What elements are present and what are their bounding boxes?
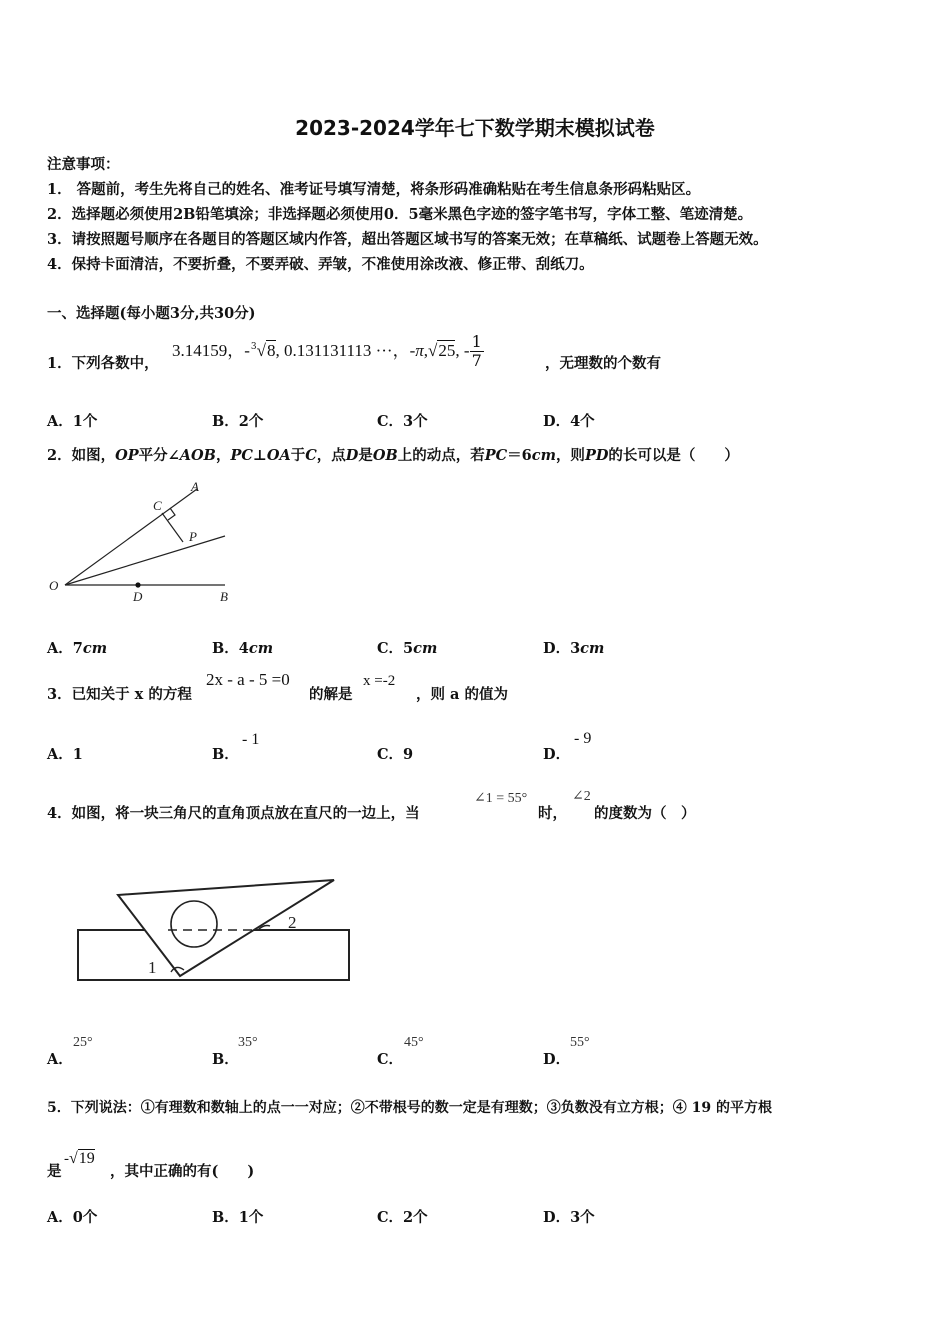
q1-lead: 1．下列各数中， (47, 355, 159, 372)
q3-tail: ，则 a 的值为 (416, 686, 508, 703)
q4-option-c-value: 45° (404, 1035, 424, 1050)
q1-tail: ，无理数的个数有 (545, 355, 661, 372)
q2-option-d[interactable]: D．3cm (543, 640, 605, 657)
notice-heading: 注意事项： (47, 156, 120, 173)
label-c: C (153, 498, 162, 513)
q4-option-c-letter[interactable]: C． (377, 1051, 404, 1068)
q4-mid: 时， (538, 805, 567, 822)
q4-option-b-value: 35° (238, 1035, 258, 1050)
q5-option-c[interactable]: C．2个 (377, 1209, 428, 1226)
q3-option-d-value: - 9 (574, 730, 592, 747)
label-angle2: 2 (288, 913, 297, 932)
q5-option-d[interactable]: D．3个 (543, 1209, 595, 1226)
q3-mid: 的解是 (309, 686, 353, 703)
q5-option-a[interactable]: A．0个 (47, 1209, 98, 1226)
q4-option-d-value: 55° (570, 1035, 590, 1050)
q1-fraction: $\frac{1}{7}$ (471, 332, 482, 370)
q4-angle1: ∠1 = 55° (474, 791, 528, 806)
q1-math: 3.14159，-$^3$√8, 0.131131113 ···，-π,√25, - $\frac{1}{7}$ (172, 332, 482, 370)
q2-option-b[interactable]: B．4cm (212, 640, 274, 657)
label-angle1: 1 (148, 958, 157, 977)
notice-item-4: 4．保持卡面清洁，不要折叠，不要弄破、弄皱，不准使用涂改液、修正带、刮纸刀。 (47, 256, 594, 273)
q2-option-c[interactable]: C．5cm (377, 640, 438, 657)
notice-item-3: 3．请按照题号顺序在各题目的答题区域内作答，超出答题区域书写的答案无效；在草稿纸、试题卷上答题无效。 (47, 231, 768, 248)
q4-option-a-letter[interactable]: A． (47, 1051, 73, 1068)
q3-option-d-letter[interactable]: D． (543, 746, 571, 763)
point-d (135, 582, 140, 587)
q1-option-a[interactable]: A．1个 (47, 413, 98, 430)
q4-lead: 4．如图，将一块三角尺的直角顶点放在直尺的一边上，当 (47, 805, 420, 822)
q4-tail: 的度数为（ ） (594, 805, 696, 822)
label-b: B (220, 589, 228, 604)
q5-option-b[interactable]: B．1个 (212, 1209, 264, 1226)
q2-figure (40, 475, 250, 610)
label-o: O (49, 578, 59, 593)
q1-option-b[interactable]: B．2个 (212, 413, 264, 430)
q4-option-a-value: 25° (73, 1035, 93, 1050)
q3-solution: x =-2 (363, 673, 396, 689)
q3-option-b-value: - 1 (242, 731, 260, 748)
page-title: 2023-2024学年七下数学期末模拟试卷 (295, 116, 655, 140)
q5-line2-lead: 是 (47, 1163, 62, 1180)
label-p: P (189, 529, 197, 544)
q4-figure (70, 872, 360, 987)
q5-line1: 5．下列说法：①有理数和数轴上的点一一对应；②不带根号的数一定是有理数；③负数没有立方根；④ 19 的平方根 (47, 1100, 772, 1116)
notice-item-2: 2．选择题必须使用2B铅笔填涂；非选择题必须使用0．5毫米黑色字迹的签字笔书写，字体工整、笔迹清楚。 (47, 206, 753, 223)
q1-option-d[interactable]: D．4个 (543, 413, 595, 430)
section-heading: 一、选择题(每小题3分,共30分) (47, 305, 256, 322)
q3-option-c[interactable]: C．9 (377, 746, 414, 763)
label-d: D (133, 589, 143, 604)
q3-lead: 3．已知关于 x 的方程 (47, 686, 192, 703)
ray-oa (65, 489, 197, 585)
label-a: A (191, 479, 199, 494)
q3-option-b-letter[interactable]: B． (212, 746, 239, 763)
q3-equation: 2x - a - 5 =0 (206, 670, 290, 689)
q2-stem: 2．如图，OP平分∠AOB，PC⊥OA于C，点D是OB上的动点，若PC＝6cm，则PD的长可以是（ ） (47, 447, 739, 464)
q3-option-a[interactable]: A．1 (47, 746, 83, 763)
ray-op (65, 536, 225, 585)
q4-option-d-letter[interactable]: D． (543, 1051, 571, 1068)
q1-option-c[interactable]: C．3个 (377, 413, 428, 430)
q2-option-a[interactable]: A．7cm (47, 640, 108, 657)
q4-angle2: ∠2 (572, 789, 591, 804)
q4-option-b-letter[interactable]: B． (212, 1051, 239, 1068)
notice-item-1: 1． 答题前，考生先将自己的姓名、准考证号填写清楚，将条形码准确粘贴在考生信息条形码粘贴区。 (47, 181, 701, 198)
q5-neg-root: -√19 (64, 1150, 95, 1167)
q5-line2-tail: ，其中正确的有( ) (110, 1163, 255, 1180)
